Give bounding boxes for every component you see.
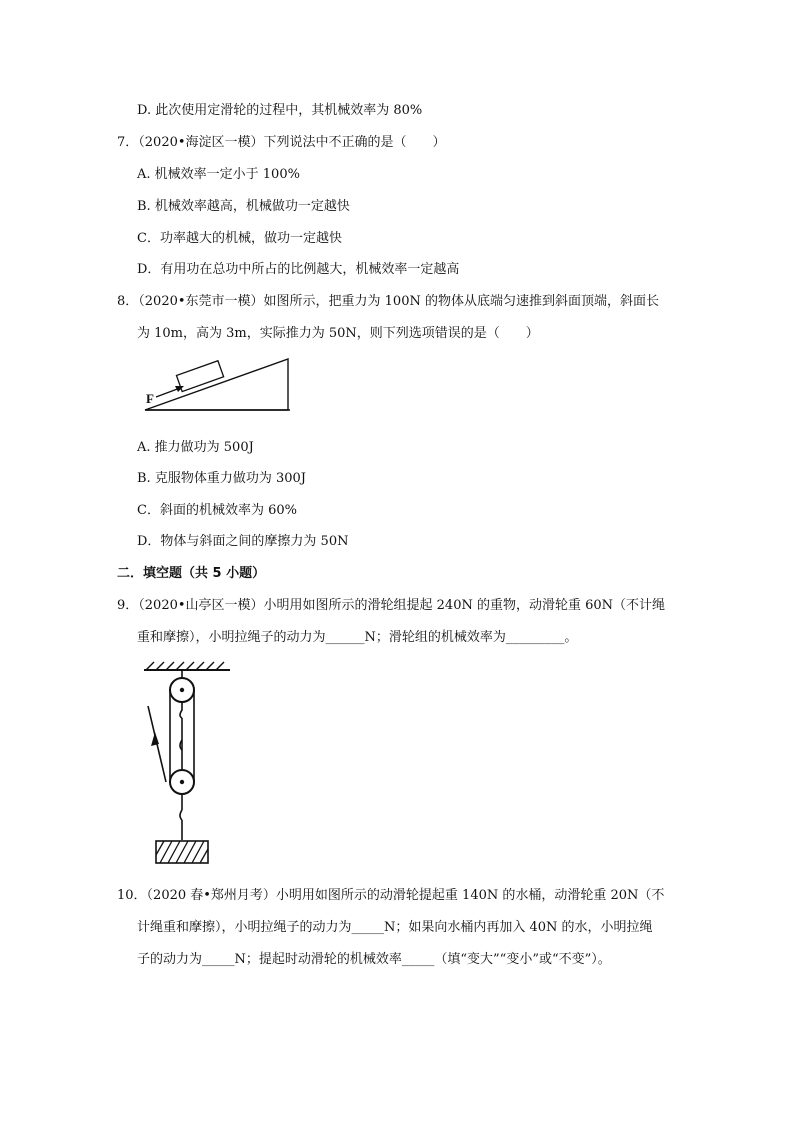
force-arrow (156, 388, 180, 397)
q7-option-c: C．功率越大的机械，做功一定越快 (137, 231, 342, 246)
q6-option-d: D. 此次使用定滑轮的过程中，其机械效率为 80% (137, 103, 423, 118)
fixed-pulley-hook (180, 702, 182, 718)
q10-stem-line2: 计绳重和摩擦），小明拉绳子的动力为_____N；如果向水桶内再加入 40N 的水，小明拉绳 (137, 920, 653, 935)
q10-stem-line1: 10．（2020 春•郑州月考）小明用如图所示的动滑轮提起重 140N 的水桶，动滑轮重 20N（不 (117, 888, 665, 903)
q9-stem-line1: 9．（2020•山亭区一模）小明用如图所示的滑轮组提起 240N 的重物，动滑轮重 60N（不计绳 (117, 598, 666, 613)
q10-stem-line3: 子的动力为_____N；提起时动滑轮的机械效率_____（填“变大”“变小”或“不变”）。 (137, 952, 611, 967)
section-title: 二．填空题（共 5 小题） (117, 566, 266, 581)
q8-option-b: B. 克服物体重力做功为 300J (137, 471, 306, 486)
q8-stem-line1: 8．（2020•东莞市一模）如图所示，把重力为 100N 的物体从底端匀速推到斜面顶端，斜面长 (117, 294, 659, 309)
incline-figure (140, 355, 300, 415)
pull-arrow-icon (151, 732, 159, 746)
q7-option-d: D．有用功在总功中所占的比例越大，机械效率一定越高 (137, 262, 460, 277)
q7-option-b: B. 机械效率越高，机械做功一定越快 (137, 199, 350, 214)
q7-stem: 7．（2020•海淀区一模）下列说法中不正确的是（ ） (117, 135, 446, 150)
q8-option-d: D．物体与斜面之间的摩擦力为 50N (137, 534, 349, 549)
q8-stem-line2: 为 10m，高为 3m，实际推力为 50N，则下列选项错误的是（ ） (137, 326, 539, 341)
pulley-figure (140, 660, 240, 870)
q7-option-a: A. 机械效率一定小于 100% (137, 167, 300, 182)
q8-option-c: C．斜面的机械效率为 60% (137, 503, 297, 518)
q9-stem-line2: 重和摩擦），小明拉绳子的动力为______N；滑轮组的机械效率为_________。 (137, 630, 578, 645)
q8-option-a: A. 推力做功为 500J (137, 440, 254, 455)
force-label: F (146, 391, 154, 406)
movable-pulley-hook (180, 810, 182, 820)
block (176, 361, 223, 392)
